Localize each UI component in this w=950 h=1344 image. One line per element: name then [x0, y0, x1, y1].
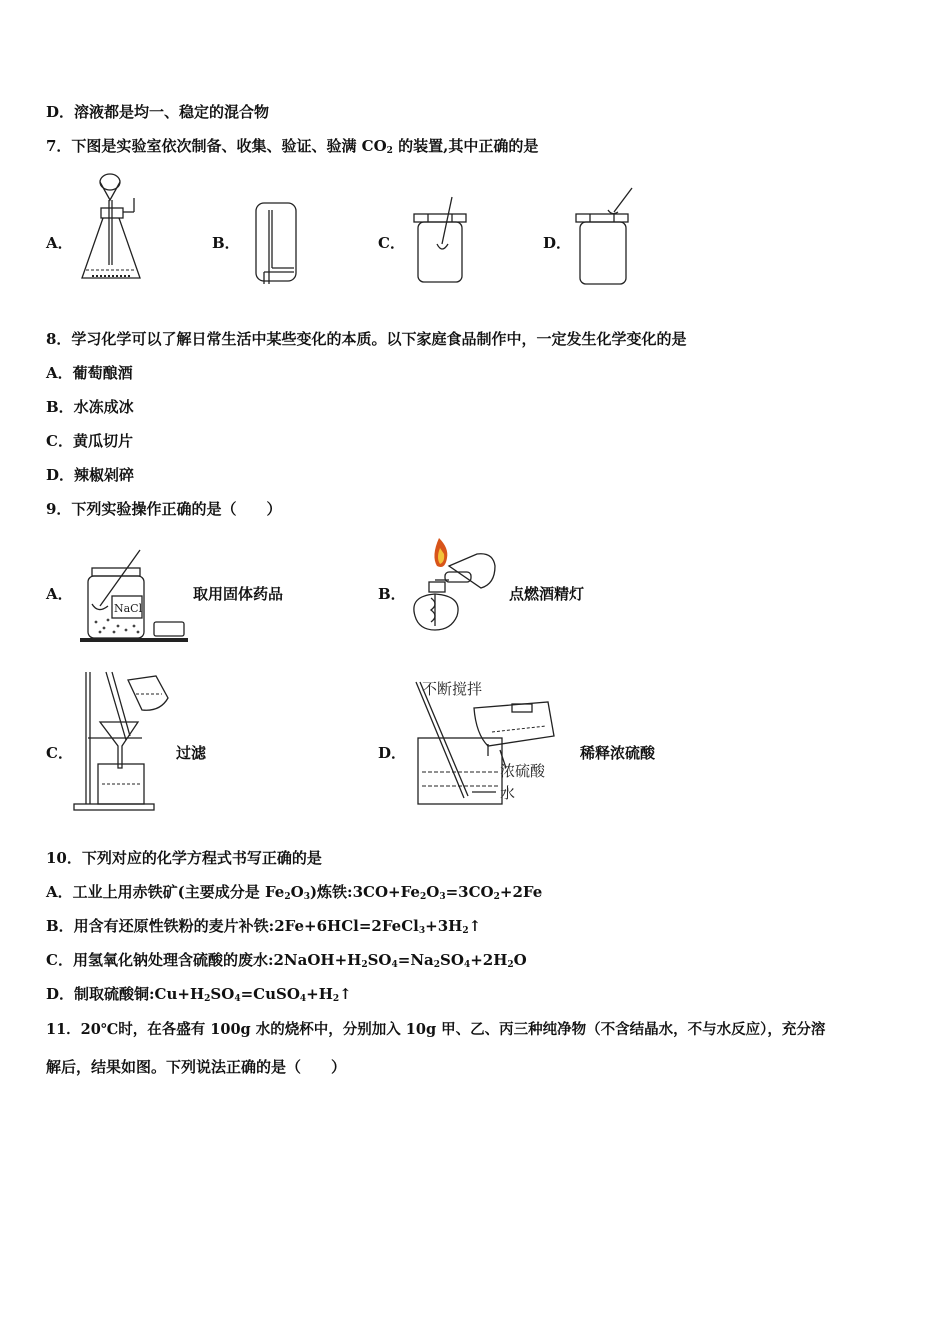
stir-label: 不断搅拌 [422, 680, 483, 698]
acid-label: 浓硫酸 [500, 762, 546, 780]
q9-option-d-caption: 稀释浓硫酸 [580, 744, 656, 762]
q9-option-a-caption: 取用固体药品 [193, 585, 284, 603]
q8-option-a: A．葡萄酿酒 [46, 364, 133, 382]
q9-option-c-label: C． [46, 744, 73, 762]
water-label: 水 [500, 784, 516, 802]
q6-option-d: D．溶液都是均一、稳定的混合物 [46, 103, 270, 121]
q9-b-alcohol-lamp [405, 536, 505, 640]
q9-option-b-caption: 点燃酒精灯 [509, 585, 585, 603]
q7-option-a-label: A． [46, 234, 73, 252]
q9-a-nacl-jar [78, 546, 193, 644]
q9-option-b-label: B． [378, 585, 406, 603]
q7-option-b-label: B． [212, 234, 240, 252]
q10-option-c: C．用氢氧化钠处理含硫酸的废水$:2NaOH+H_2SO_4=Na_2SO_4+2H_2O$ [46, 951, 527, 970]
q9-option-c-caption: 过滤 [176, 744, 207, 762]
q7-a-flask-apparatus [76, 170, 156, 285]
q8-stem: 8．学习化学可以了解日常生活中某些变化的本质。以下家庭食品制作中，一定发生化学变化的是 [46, 330, 687, 348]
q9-stem: 9．下列实验操作正确的是（ ） [46, 500, 282, 518]
q11-stem-line2: 解后，结果如图。下列说法正确的是（ ） [46, 1058, 347, 1076]
q7-stem: 7．下图是实验室依次制备、收集、验证、验满 $CO_2$ 的装置,其中正确的是 [46, 137, 539, 156]
q10-option-b: B．用含有还原性铁粉的麦片补铁$:2Fe+6HCl=2FeCl_3+3H_2↑$ [46, 917, 482, 936]
q7-c-bottle-spoon [410, 192, 470, 288]
q11-stem-line1: 11．20℃时，在各盛有 100g 水的烧杯中，分别加入 10g 甲、乙、丙三种纯净物（不含结晶水，不与水反应），充分溶 [46, 1021, 826, 1038]
q10-option-a: A．工业上用赤铁矿(主要成分是 $Fe_2O_3$)炼铁$:3CO+Fe_2O_3=3CO_2+2Fe$ [46, 883, 543, 902]
q7-option-c-label: C． [378, 234, 405, 252]
q9-option-d-label: D． [378, 744, 407, 762]
q8-option-b: B．水冻成冰 [46, 398, 134, 416]
q7-option-d-label: D． [543, 234, 572, 252]
q9-d-dilution [408, 676, 568, 806]
nacl-label: NaCl [114, 602, 143, 615]
q9-c-filtration [70, 668, 180, 813]
q7-d-bottle-spoon-mouth [572, 186, 642, 288]
q9-option-a-label: A． [46, 585, 73, 603]
q10-option-d: D．制取硫酸铜$:Cu+H_2SO_4=CuSO_4+H_2↑$ [46, 985, 352, 1004]
q7-b-gas-jar [250, 198, 310, 286]
q10-stem: 10．下列对应的化学方程式书写正确的是 [46, 849, 322, 867]
q8-option-c: C．黄瓜切片 [46, 432, 133, 450]
q8-option-d: D．辣椒剁碎 [46, 466, 135, 484]
